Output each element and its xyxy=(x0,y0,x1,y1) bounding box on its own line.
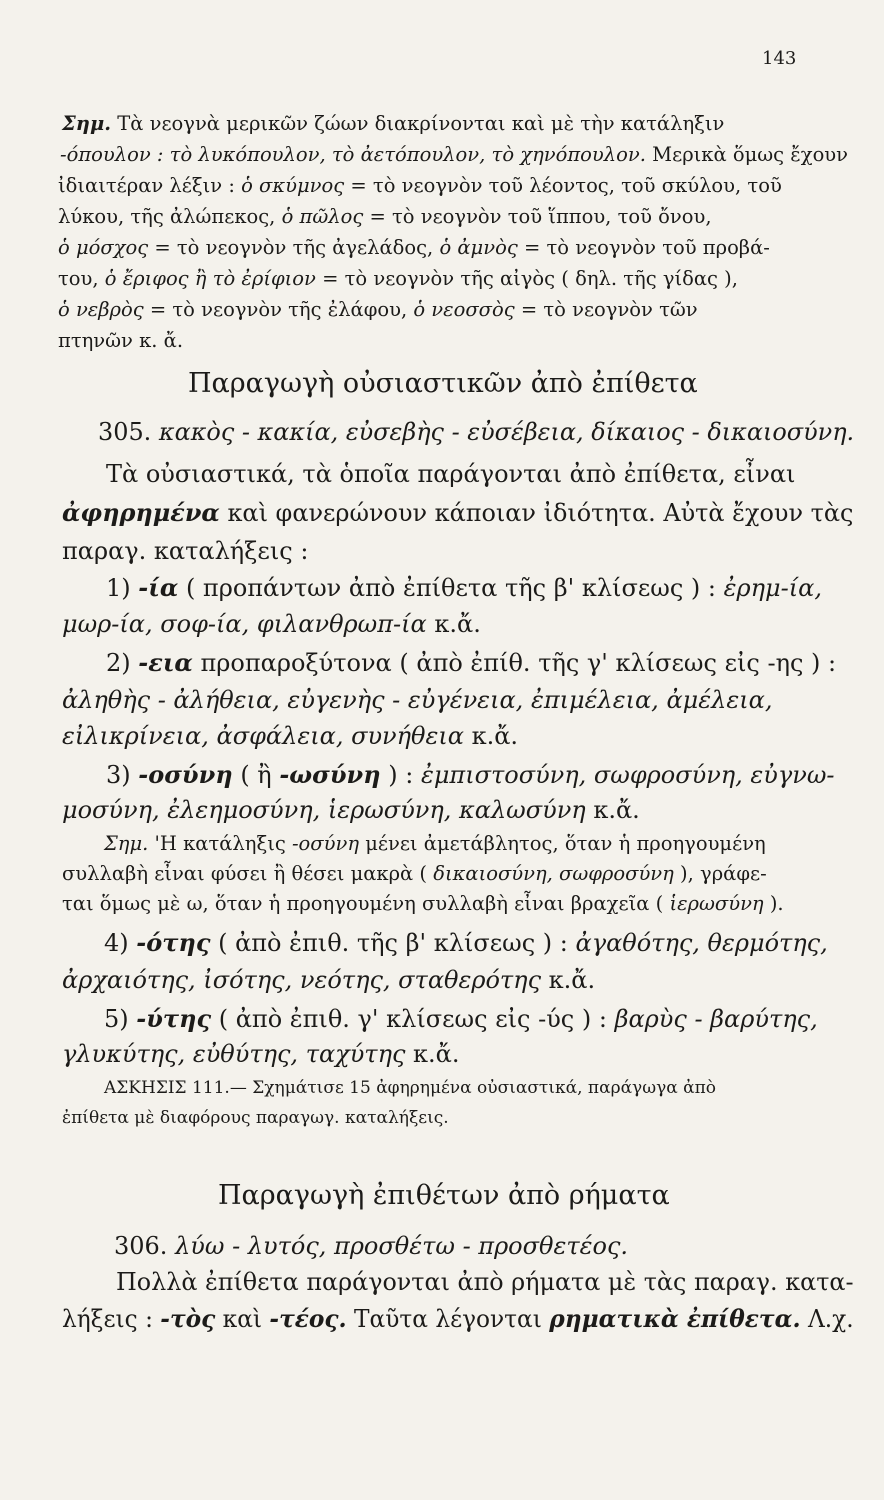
text-run: καὶ xyxy=(215,1305,270,1333)
text-run: 'Η κατάληξις xyxy=(148,832,292,855)
text-run: ), γράφε- xyxy=(673,862,767,885)
text-run: μένει ἀμετάβλητος, ὅταν ἡ προηγουμένη xyxy=(359,832,766,855)
text-run: λύω - λυτός, προσθέτω - προσθετέος. xyxy=(175,1232,629,1260)
note-1-line-4 xyxy=(58,205,712,228)
text-run: λήξεις : xyxy=(62,1305,161,1333)
note-1-line-7 xyxy=(58,298,698,321)
note-2-line-1 xyxy=(104,832,766,855)
text-run: κακὸς - κακία, εὐσεβὴς - εὐσέβεια, δίκαιος - δικαιοσύνη. xyxy=(158,418,855,446)
text-run: = τὸ νεογνὸν τοῦ λέοντος, τοῦ σκύλου, τοῦ xyxy=(344,174,782,197)
note-1-line-6 xyxy=(58,267,738,290)
text-run: ὁ πῶλος xyxy=(281,205,364,228)
note-1-line-3 xyxy=(58,174,782,197)
text-run: ρηματικὰ ἐπίθετα. xyxy=(549,1304,801,1333)
text-run: εἰλικρίνεια, ἀσφάλεια, συνήθεια xyxy=(62,722,464,750)
section-305-line-3 xyxy=(62,498,853,527)
text-run: -εια xyxy=(138,648,193,677)
text-run: = τὸ νεογνὸν τοῦ προβά- xyxy=(517,236,770,259)
text-run: ἐμπιστοσύνη, σωφροσύνη, εὐγνω- xyxy=(420,761,835,789)
text-run: λύκου, τῆς ἀλώπεκος, xyxy=(58,205,282,228)
text-run: ). xyxy=(763,892,784,915)
text-run: -τὸς xyxy=(160,1304,216,1333)
text-run: ( ἀπὸ ἐπιθ. γ' κλίσεως εἰς -ύς ) : xyxy=(211,1005,615,1033)
text-run: ὁ ἔριφος ἢ τὸ ἐρίφιον xyxy=(104,267,316,290)
section-305b-line-4 xyxy=(62,1040,460,1068)
text-run: πτηνῶν κ. ἄ. xyxy=(58,329,184,352)
text-run: ΑΣΚΗΣΙΣ 111.— Σχημάτισε 15 ἀφηρημένα οὐσιαστικά, παράγωγα ἀπὸ xyxy=(104,1078,716,1098)
note-1-line-8 xyxy=(58,329,183,352)
section-305-line-10 xyxy=(106,760,835,789)
text-run: -τέος. xyxy=(269,1304,347,1333)
text-run: ἀγαθότης, θερμότης, xyxy=(575,929,828,957)
text-run: κ.ἄ. xyxy=(405,1040,460,1068)
text-run: -ωσύνη xyxy=(279,760,381,789)
exercise-line-1 xyxy=(104,1078,716,1098)
text-run: δικαιοσύνη, σωφροσύνη xyxy=(433,862,674,885)
page-number: 143 xyxy=(762,48,797,69)
text-run: του, xyxy=(58,267,105,290)
section-306-line-1 xyxy=(114,1232,628,1260)
text-run: ὁ νεοσσὸς xyxy=(413,298,515,321)
text-run: ἀφηρημένα xyxy=(62,498,220,527)
text-run: = τὸ νεογνὸν τοῦ ἵππου, τοῦ ὄνου, xyxy=(363,205,712,228)
section-305-line-6 xyxy=(62,610,481,638)
text-run: 5) xyxy=(104,1005,137,1033)
text-run: 2) xyxy=(106,649,139,677)
text-run: Σημ. xyxy=(104,832,149,855)
section-306-line-3 xyxy=(62,1304,854,1333)
section-305-line-1 xyxy=(98,418,854,446)
section-306-line-2 xyxy=(116,1268,854,1296)
text-run: μωρ-ία, σοφ-ία, φιλανθρωπ-ία xyxy=(62,610,427,638)
text-run: = τὸ νεογνὸν τῆς αἰγὸς ( δηλ. τῆς γίδας ), xyxy=(315,267,738,290)
text-run: 306. xyxy=(114,1232,176,1260)
text-run: βαρὺς - βαρύτης, xyxy=(614,1005,818,1033)
text-run: ὁ μόσχος xyxy=(58,236,149,259)
text-run: ἱερωσύνη xyxy=(669,892,764,915)
text-run: κ.ἄ. xyxy=(426,610,481,638)
section-305b-line-2 xyxy=(62,966,595,994)
text-run: Λ.χ. xyxy=(800,1305,854,1333)
section-heading-adjectives-from-verbs: Παραγωγὴ ἐπιθέτων ἀπὸ ρήματα xyxy=(218,1180,670,1211)
text-run: Πολλὰ ἐπίθετα παράγονται ἀπὸ ρήματα μὲ τὰς παραγ. κατα- xyxy=(116,1268,854,1296)
text-run: -οσύνη xyxy=(138,760,233,789)
text-run: ἀρχαιότης, ἰσότης, νεότης, σταθερότης xyxy=(62,966,542,994)
text-run: ἐπίθετα μὲ διαφόρους παραγωγ. καταλήξεις. xyxy=(62,1108,449,1128)
text-run: μοσύνη, ἐλεημοσύνη, ἱερωσύνη, καλωσύνη xyxy=(62,796,586,824)
text-run: 305. xyxy=(98,418,159,446)
section-305b-line-1 xyxy=(104,928,828,957)
section-305-line-2 xyxy=(106,460,795,488)
text-run: -όπουλον : τὸ λυκόπουλον, τὸ ἀετόπουλον, τὸ χηνόπουλον. xyxy=(60,143,646,166)
text-run: = τὸ νεογνὸν τῆς ἀγελάδος, xyxy=(148,236,440,259)
text-run: -ότης xyxy=(136,928,211,957)
exercise-line-2 xyxy=(62,1108,449,1128)
text-run: ἰδιαιτέραν λέξιν : xyxy=(58,174,242,197)
text-run: ὁ ἀμνὸς xyxy=(439,236,518,259)
note-2-line-3 xyxy=(62,892,784,915)
text-run: ( ἢ xyxy=(232,761,280,789)
text-run: ( προπάντων ἀπὸ ἐπίθετα τῆς β' κλίσεως ) : xyxy=(178,574,724,602)
note-1-line-1 xyxy=(62,112,724,135)
text-run: = τὸ νεογνὸν τῆς ἐλάφου, xyxy=(143,298,414,321)
text-run: κ.ἄ. xyxy=(463,722,519,750)
text-run: ἀληθὴς - ἀλήθεια, εὐγενὴς - εὐγένεια, ἐπιμέλεια, ἀμέλεια, xyxy=(62,686,773,714)
text-run: = τὸ νεογνὸν τῶν xyxy=(514,298,698,321)
text-run: ἐρημ-ία, xyxy=(723,574,822,602)
text-run: -ία xyxy=(138,573,179,602)
text-run: 1) xyxy=(106,574,139,602)
section-305-line-8 xyxy=(62,686,772,714)
section-305b-line-3 xyxy=(104,1004,818,1033)
text-run: καὶ φανερώνουν κάποιαν ἰδιότητα. Αὐτὰ ἔχουν τὰς xyxy=(219,499,854,527)
note-1-line-2 xyxy=(60,143,848,166)
text-run: κ.ἄ. xyxy=(585,796,640,824)
text-run: Ταῦτα λέγονται xyxy=(346,1305,550,1333)
text-run: Μερικὰ ὅμως ἔχουν xyxy=(645,143,849,166)
section-305-line-11 xyxy=(62,796,640,824)
text-run: κ.ἄ. xyxy=(541,966,596,994)
text-run: Τὰ νεογνὰ μερικῶν ζώων διακρίνονται καὶ μὲ τὴν κατάληξιν xyxy=(111,112,725,135)
text-run: προπαροξύτονα ( ἀπὸ ἐπίθ. τῆς γ' κλίσεως εἰς -ης ) : xyxy=(192,649,837,677)
text-run: ) : xyxy=(380,761,421,789)
note-2-line-2 xyxy=(62,862,767,885)
text-run: -οσύνη xyxy=(291,832,359,855)
section-305-line-5 xyxy=(106,573,822,602)
text-run: ται ὅμως μὲ ω, ὅταν ἡ προηγουμένη συλλαβὴ εἶναι βραχεῖα ( xyxy=(62,892,670,915)
text-run: συλλαβὴ εἶναι φύσει ἢ θέσει μακρὰ ( xyxy=(62,862,434,885)
section-305-line-9 xyxy=(62,722,518,750)
text-run: ὁ σκύμνος xyxy=(241,174,345,197)
text-run: 3) xyxy=(106,761,139,789)
text-run: ( ἀπὸ ἐπιθ. τῆς β' κλίσεως ) : xyxy=(210,929,576,957)
text-run: γλυκύτης, εὐθύτης, ταχύτης xyxy=(62,1040,406,1068)
text-run: -ύτης xyxy=(136,1004,212,1033)
text-run: Σημ. xyxy=(62,112,112,135)
text-run: παραγ. καταλήξεις : xyxy=(62,537,309,565)
text-run: ὁ νεβρὸς xyxy=(58,298,144,321)
text-run: Τὰ οὐσιαστικά, τὰ ὁποῖα παράγονται ἀπὸ ἐπίθετα, εἶναι xyxy=(106,460,796,488)
section-305-line-4 xyxy=(62,537,308,565)
section-305-line-7 xyxy=(106,648,836,677)
section-heading-nouns-from-adjectives: Παραγωγὴ οὐσιαστικῶν ἀπὸ ἐπίθετα xyxy=(188,368,698,399)
text-run: 4) xyxy=(104,929,137,957)
note-1-line-5 xyxy=(58,236,770,259)
